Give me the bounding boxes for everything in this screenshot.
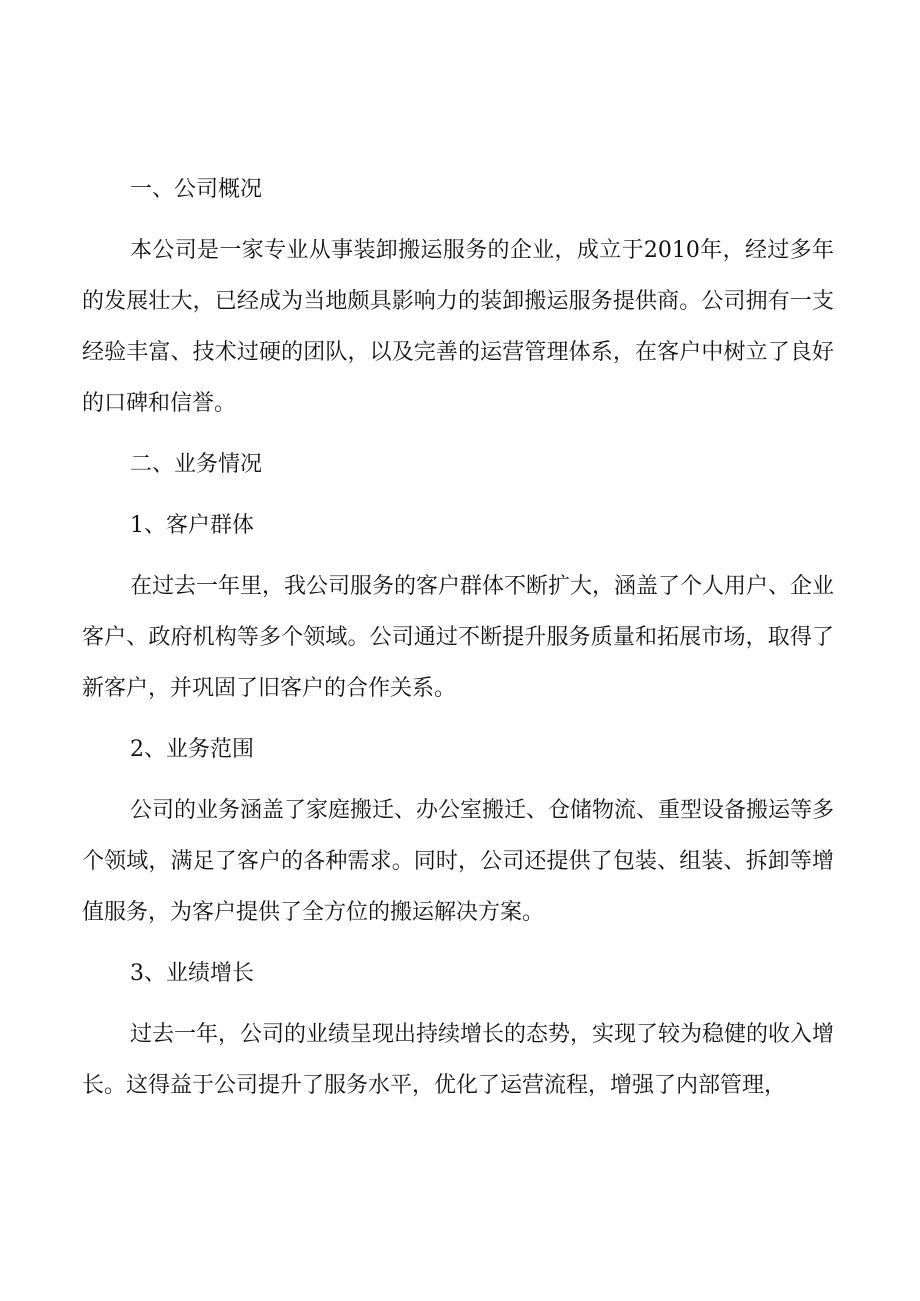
business-scope-paragraph: 公司的业务涵盖了家庭搬迁、办公室搬迁、仓储物流、重型设备搬运等多个领域，满足了客户的各种需求。同时，公司还提供了包装、组装、拆卸等增值服务，为客户提供了全方位的搬运解决方案。: [82, 798, 835, 925]
customer-groups-paragraph: 在过去一年里，我公司服务的客户群体不断扩大，涵盖了个人用户、企业客户、政府机构等多个领域。公司通过不断提升服务质量和拓展市场，取得了新客户，并巩固了旧客户的合作关系。: [82, 574, 835, 701]
document-body: [82, 164, 834, 1121]
company-overview-paragraph: 本公司是一家专业从事装卸搬运服务的企业，成立于2010年，经过多年的发展壮大，已经成为当地颇具影响力的装卸搬运服务提供商。公司拥有一支经验丰富、技术过硬的团队，以及完善的运营管理体系，在客户中树立了良好的口碑和信誉。: [82, 238, 834, 416]
subheading-customer-groups: 1、客户群体: [130, 513, 254, 538]
section-heading-company-overview: 一、公司概况: [130, 177, 263, 202]
subheading-business-scope: 2、业务范围: [130, 737, 254, 762]
section-heading-business-status: 二、业务情况: [130, 452, 263, 477]
performance-growth-paragraph: 过去一年，公司的业绩呈现出持续增长的态势，实现了较为稳健的收入增长。这得益于公司提升了服务水平，优化了运营流程，增强了内部管理，: [82, 1022, 835, 1098]
subheading-performance-growth: 3、业绩增长: [130, 961, 254, 986]
